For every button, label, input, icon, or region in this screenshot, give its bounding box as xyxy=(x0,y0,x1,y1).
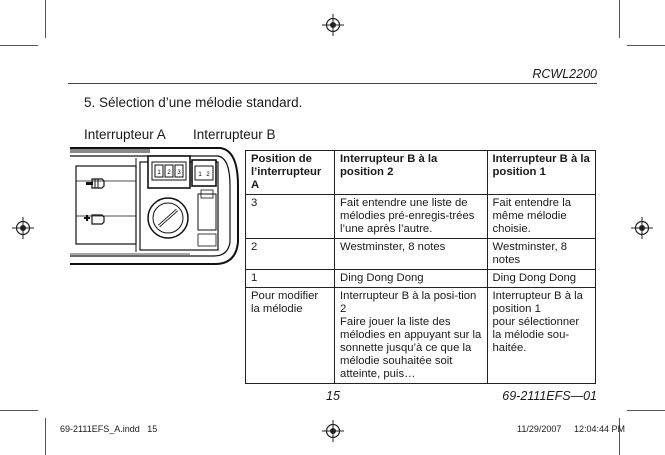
switch-a-position-label: 2 xyxy=(167,170,171,176)
switch-a-position-label: 1 xyxy=(157,170,161,176)
table-cell: Westminster, 8 notes xyxy=(335,239,487,270)
table-header-row xyxy=(246,151,596,195)
step-title: 5. Sélection d’une mélodie standard. xyxy=(84,95,303,110)
header-rule xyxy=(68,83,597,84)
table-header-cell: Interrupteur B à la position 2 xyxy=(335,151,487,195)
chime-device-illustration xyxy=(70,146,240,270)
table-cell: Ding Dong Dong xyxy=(335,270,487,288)
file-info: 69-2111EFS_A.indd 15 xyxy=(60,424,158,434)
table-cell: 2 xyxy=(246,239,335,270)
crop-mark xyxy=(0,410,38,411)
switch-b-label: Interrupteur B xyxy=(193,127,276,142)
melody-table xyxy=(245,150,596,384)
table-cell: 1 xyxy=(246,270,335,288)
table-cell: Westminster, 8 notes xyxy=(487,239,595,270)
document-number: 69-2111EFS—01 xyxy=(502,389,597,403)
print-date: 11/29/2007 xyxy=(517,424,562,434)
registration-mark-icon xyxy=(322,420,344,442)
crop-mark xyxy=(0,45,38,46)
print-timestamp xyxy=(517,424,625,434)
table-cell: 3 xyxy=(246,195,335,239)
switch-b-position-label: 1 xyxy=(198,172,202,178)
switch-b-position-label: 2 xyxy=(206,172,210,178)
crop-mark xyxy=(45,0,46,38)
print-time: 12:04:44 PM xyxy=(573,424,625,434)
table-cell: Pour modifier la mélodie xyxy=(246,288,335,384)
page-number: 15 xyxy=(326,389,340,403)
table-cell: Interrupteur B à la posi-tion 2 Faire jouer la liste des mélodies en appuyant sur la sonnette jusqu’à ce que la mélodie souhaitée soit atteinte, puis… xyxy=(335,288,487,384)
table-cell: Fait entendre une liste de mélodies pré-enregis-trées l’une après l’autre. xyxy=(335,195,487,239)
table-row xyxy=(246,239,596,270)
crop-mark xyxy=(45,418,46,455)
crop-mark xyxy=(619,0,620,38)
registration-mark-icon xyxy=(631,217,653,239)
crop-mark xyxy=(627,410,665,411)
table-header-cell: Position de l’interrupteur A xyxy=(246,151,335,195)
switch-a-label: Interrupteur A xyxy=(84,127,166,142)
crop-mark xyxy=(627,45,665,46)
registration-mark-icon xyxy=(12,217,34,239)
table-header-cell: Interrupteur B à la position 1 xyxy=(487,151,595,195)
switch-a-position-label: 3 xyxy=(177,170,181,176)
table-cell: Ding Dong Dong xyxy=(487,270,595,288)
registration-mark-icon xyxy=(322,14,344,36)
model-number: RCWL2200 xyxy=(532,67,597,81)
table-cell: Fait entendre la même mélodie choisie. xyxy=(487,195,595,239)
table-cell: Interrupteur B à la position 1 pour sélectionner la mélodie sou-haitée. xyxy=(487,288,595,384)
table-row xyxy=(246,270,596,288)
table-row xyxy=(246,195,596,239)
table-row xyxy=(246,288,596,384)
